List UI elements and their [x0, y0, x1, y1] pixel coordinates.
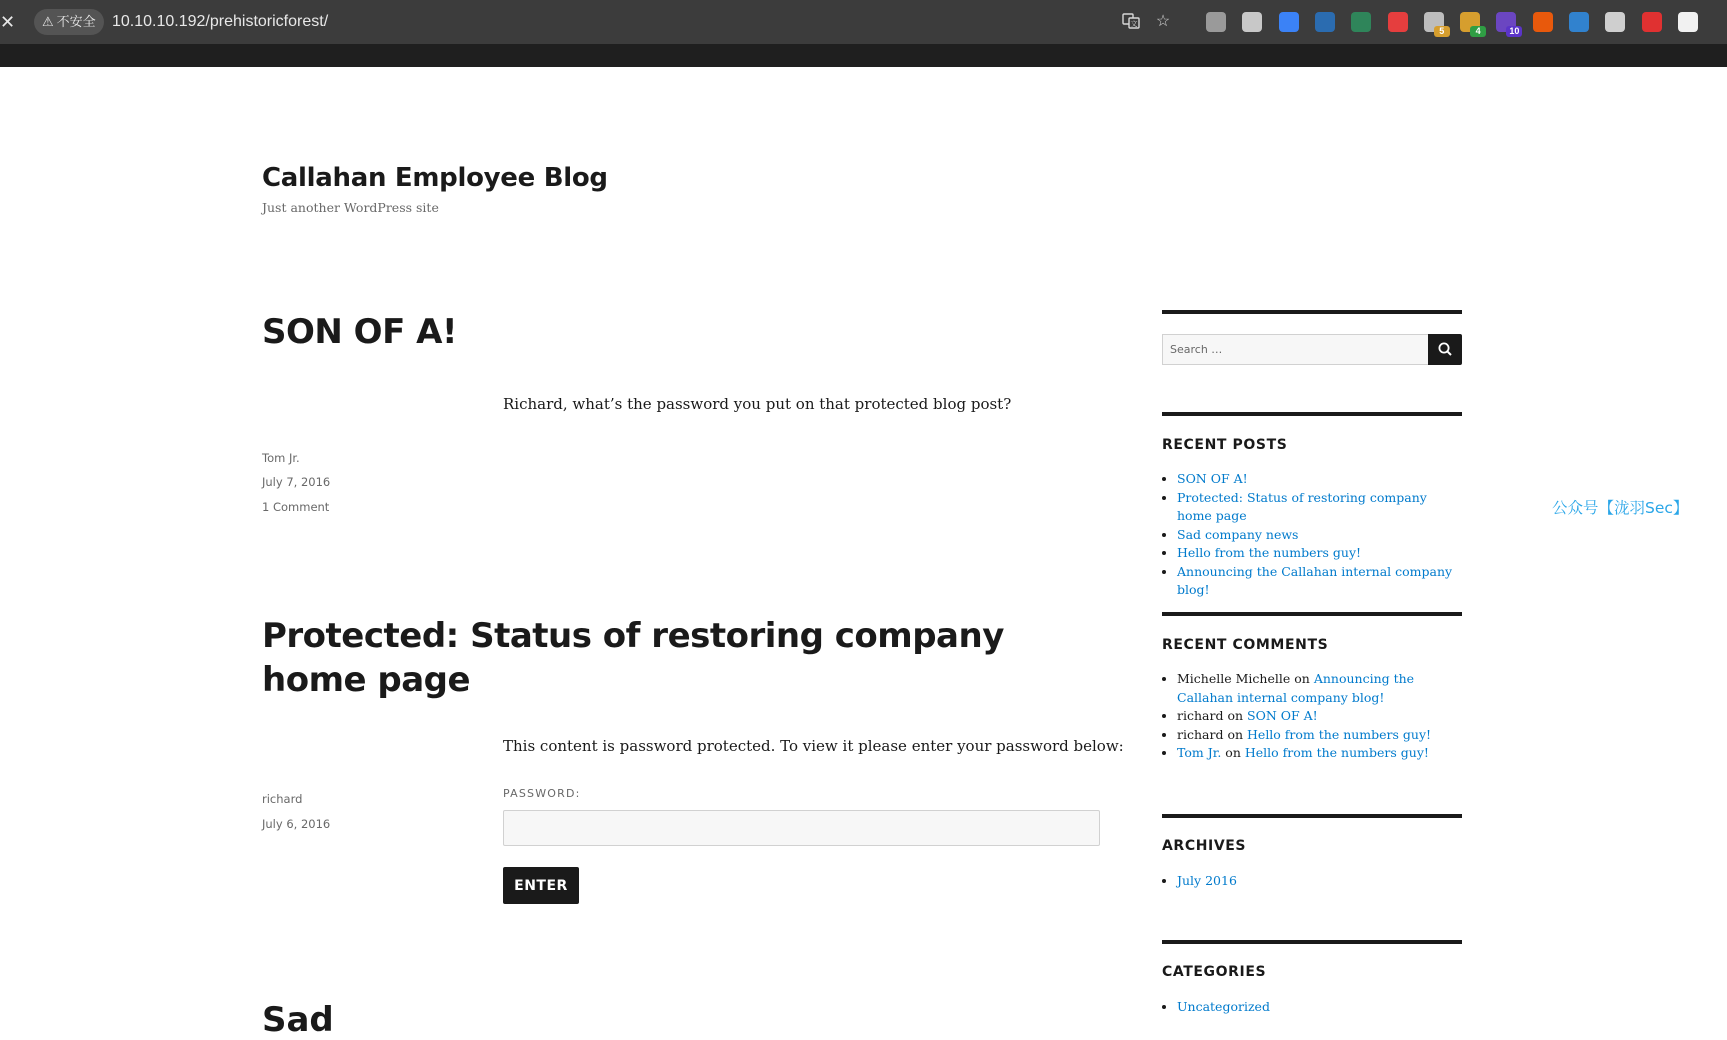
comment-on: on [1294, 671, 1310, 686]
list-item [1177, 526, 1462, 545]
post-author[interactable]: richard [262, 792, 303, 806]
bookmark-star-icon[interactable]: ☆ [1155, 13, 1171, 30]
recent-post-link[interactable]: Announcing the Callahan internal company blog! [1177, 563, 1453, 597]
comment-on: on [1225, 745, 1241, 760]
browser-toolbar [0, 0, 1727, 44]
recent-comments-list [1162, 670, 1462, 763]
extension-badge: 5 [1434, 26, 1450, 37]
list-item [1177, 489, 1462, 526]
cube-icon[interactable] [1388, 12, 1408, 32]
widget-divider [1162, 940, 1462, 944]
sign-icon[interactable] [1569, 12, 1589, 32]
recent-post-link[interactable]: Protected: Status of restoring company home page [1177, 489, 1427, 523]
leaf-icon[interactable] [1460, 12, 1481, 36]
list-item [1177, 998, 1462, 1017]
post-content: Richard, what’s the password you put on that protected blog post? [503, 395, 1012, 413]
search-input[interactable] [1162, 334, 1428, 365]
list-item [1177, 544, 1462, 563]
password-input[interactable] [503, 810, 1100, 846]
list-item [1177, 470, 1462, 489]
list-item [1177, 744, 1462, 763]
comment-post-link[interactable]: Hello from the numbers guy! [1244, 745, 1429, 760]
comment-post-link[interactable]: SON OF A! [1247, 708, 1318, 723]
address-bar[interactable]: 10.10.10.192/prehistoricforest/ [112, 13, 329, 30]
comment-author: Michelle Michelle [1177, 671, 1291, 686]
hat-icon[interactable] [1206, 12, 1226, 32]
flask-icon[interactable] [1242, 12, 1262, 32]
extension-badge: 10 [1506, 26, 1522, 37]
shield-ext-icon[interactable] [1496, 12, 1520, 36]
security-indicator[interactable] [34, 9, 104, 35]
category-link[interactable]: Uncategorized [1177, 999, 1270, 1014]
svg-text:文: 文 [1130, 20, 1138, 28]
site-description: Just another WordPress site [262, 200, 439, 215]
comment-on: on [1227, 726, 1244, 742]
red-ext-icon[interactable] [1642, 12, 1662, 32]
categories-title: CATEGORIES [1162, 964, 1267, 980]
pin-icon[interactable] [1279, 12, 1299, 32]
comment-author: richard [1177, 726, 1224, 742]
archive-link[interactable]: July 2016 [1177, 873, 1237, 888]
circle-icon[interactable] [1351, 12, 1371, 32]
comment-on: on [1227, 708, 1244, 723]
widget-divider [1162, 814, 1462, 818]
recent-post-link[interactable]: SON OF A! [1177, 471, 1248, 486]
widget-divider [1162, 612, 1462, 616]
search-button[interactable] [1428, 334, 1462, 365]
list-item [1177, 670, 1462, 707]
security-label: 不安全 [56, 14, 96, 29]
gear-ext-icon[interactable] [1424, 12, 1445, 36]
comment-author-link[interactable]: Tom Jr. [1177, 745, 1222, 760]
post-title[interactable]: Protected: Status of restoring company home page [262, 616, 1004, 700]
glasses-icon[interactable] [1678, 12, 1698, 32]
translate-icon[interactable] [1120, 11, 1142, 33]
comment-post-link[interactable]: Hello from the numbers guy! [1247, 726, 1432, 742]
extension-badge: 4 [1470, 26, 1486, 37]
browser-bookmarks-bar [0, 44, 1727, 67]
post-title[interactable]: Sad [262, 1000, 334, 1040]
search-form [1162, 334, 1462, 365]
list-item [1177, 563, 1462, 600]
recent-posts-title: RECENT POSTS [1162, 437, 1288, 453]
search-icon [1428, 334, 1462, 365]
list-item [1177, 872, 1462, 891]
password-label: PASSWORD: [503, 787, 581, 800]
recent-comments-title: RECENT COMMENTS [1162, 637, 1329, 653]
widget-divider [1162, 310, 1462, 314]
post-content: This content is password protected. To view it please enter your password below: [503, 737, 1124, 755]
recent-post-link[interactable]: Sad company news [1177, 526, 1299, 542]
window-icon[interactable] [1605, 12, 1625, 32]
post-title[interactable]: SON OF A! [262, 312, 457, 352]
archives-title: ARCHIVES [1162, 838, 1247, 854]
post-date[interactable]: July 6, 2016 [262, 817, 331, 831]
recent-posts-list [1162, 470, 1462, 600]
list-item [1177, 707, 1462, 726]
enter-button[interactable]: ENTER [503, 867, 579, 904]
wave-icon[interactable] [1315, 12, 1335, 32]
recent-post-link[interactable]: Hello from the numbers guy! [1177, 545, 1362, 560]
list-item [1177, 726, 1462, 745]
comment-post-link[interactable]: Announcing the Callahan internal company blog! [1177, 671, 1415, 705]
post-author[interactable]: Tom Jr. [262, 451, 300, 465]
post-comments-link[interactable]: 1 Comment [262, 500, 330, 514]
watermark-text: 公众号【泷羽Sec】 [1552, 499, 1689, 517]
widget-divider [1162, 412, 1462, 416]
warning-icon: ⚠ [42, 14, 54, 29]
comment-author: richard [1177, 708, 1224, 723]
post-date[interactable]: July 7, 2016 [262, 475, 331, 489]
translate-ext-icon[interactable] [1533, 12, 1553, 32]
categories-list [1162, 998, 1462, 1017]
site-title[interactable]: Callahan Employee Blog [262, 163, 608, 193]
close-icon[interactable]: ✕ [0, 12, 16, 32]
archives-list [1162, 872, 1462, 891]
